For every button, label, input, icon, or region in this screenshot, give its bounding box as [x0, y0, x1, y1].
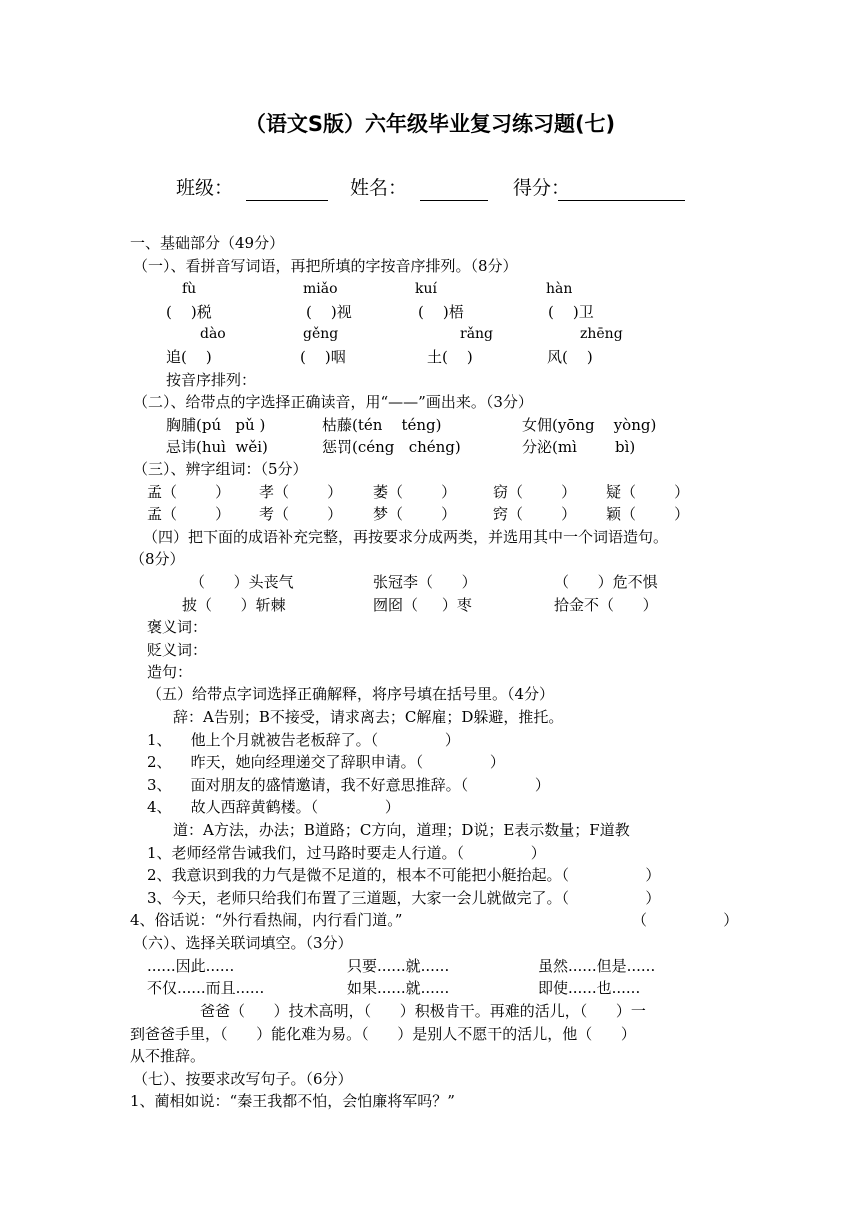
q1-word: 土( ) — [427, 348, 473, 366]
q1-pinyin: miǎo — [303, 281, 338, 297]
q4-title: （四）把下面的成语补充完整，再按要求分成两类，并选用其中一个词语造句。 — [143, 528, 669, 546]
q3-item: 梦（ ） — [373, 505, 457, 523]
q6-paragraph: 爸爸（ ）技术高明，（ ）积极肯干。再难的活儿，（ ）一 — [200, 1002, 646, 1020]
q2-item: 枯藤(tén téng) — [322, 416, 442, 434]
q6-title: （六）、选择关联词填空。（3分） — [133, 934, 353, 952]
class-blank[interactable] — [246, 200, 328, 201]
q4-title-cont: （8分） — [130, 550, 185, 568]
q6-option: 如果......就...... — [347, 979, 450, 997]
q3-item: 窃（ ） — [493, 483, 577, 501]
q1-pinyin: rǎng — [460, 326, 494, 342]
q4-idiom: 张冠李（ ） — [373, 573, 477, 591]
q5-ci-item: 1、 他上个月就被告老板辞了。（ ） — [147, 731, 460, 749]
q2-title: （二）、给带点的字选择正确读音，用“——”画出来。（3分） — [133, 393, 533, 411]
q5-dao-item: 2、我意识到我的力气是微不足道的，根本不可能把小艇抬起。（ ） — [147, 866, 661, 884]
q5-dao-item: 1、老师经常告诫我们，过马路时要走人行道。（ ） — [147, 844, 546, 862]
q1-word: ( )视 — [306, 303, 352, 321]
q2-item: 胸脯(pú pǔ ) — [166, 416, 266, 434]
q5-dao-item: 3、今天，老师只给我们布置了三道题，大家一会儿就做完了。（ ） — [147, 889, 661, 907]
q4-idiom: 囫囵（ ）枣 — [373, 596, 472, 614]
q1-title: （一）、看拼音写词语，再把所填的字按音序排列。（8分） — [133, 257, 518, 275]
q7-title: （七）、按要求改写句子。（6分） — [133, 1070, 353, 1088]
q5-title: （五）给带点字词选择正确解释，将序号填在括号里。（4分） — [147, 685, 555, 703]
q1-pinyin: kuí — [415, 281, 437, 297]
q2-item: 惩罚(céng chéng) — [322, 438, 461, 456]
q3-item: 萎（ ） — [373, 483, 457, 501]
q4-idiom: （ ）危不惧 — [554, 573, 658, 591]
q6-option: 即使......也...... — [538, 979, 641, 997]
q5-ci-item: 3、 面对朋友的盛情邀请，我不好意思推辞。（ ） — [147, 776, 550, 794]
q4-derog-label: 贬义词： — [147, 641, 208, 659]
q1-pinyin: hàn — [546, 281, 573, 297]
q3-item: 孟（ ） — [147, 483, 231, 501]
q1-word: ( )梧 — [418, 303, 464, 321]
q1-pinyin: zhēng — [580, 326, 623, 342]
q3-item: 孝（ ） — [259, 483, 343, 501]
q5-dao-def: 道：A方法，办法；B道路；C方向，道理；D说；E表示数量；F道教 — [173, 821, 630, 839]
q1-word: ( )税 — [166, 303, 212, 321]
q1-pinyin: fù — [182, 281, 197, 297]
page-title: （语文S版）六年级毕业复习练习题(七) — [244, 112, 616, 136]
q5-dao-item-blank: （ ） — [632, 911, 739, 929]
name-blank[interactable] — [420, 200, 488, 201]
q4-idiom: 拾金不（ ） — [554, 596, 658, 614]
q6-paragraph: 到爸爸手里，（ ）能化难为易。（ ）是别人不愿干的活儿，他（ ） — [130, 1025, 636, 1043]
q4-idiom: 披（ ）斩棘 — [182, 596, 286, 614]
score-label: 得分： — [513, 177, 571, 199]
class-label: 班级： — [176, 177, 234, 199]
q6-option: 只要......就...... — [347, 957, 450, 975]
q3-item: 窍（ ） — [493, 505, 577, 523]
q1-word: 追( ) — [166, 348, 212, 366]
q4-praise-label: 褒义词： — [147, 618, 208, 636]
q3-item: 疑（ ） — [606, 483, 690, 501]
q6-option: 不仅......而且...... — [147, 979, 265, 997]
q3-item: 颖（ ） — [606, 505, 690, 523]
q1-order-label: 按音序排列： — [166, 371, 257, 389]
section-heading: 一、基础部分（49分） — [130, 234, 285, 252]
q6-paragraph: 从不推辞。 — [130, 1047, 206, 1065]
q6-option: 虽然......但是...... — [538, 957, 656, 975]
q1-pinyin: dào — [200, 326, 226, 342]
q3-title: （三）、辨字组词：（5分） — [133, 460, 308, 478]
q4-idiom: （ ）头丧气 — [190, 573, 294, 591]
q5-ci-item: 2、 昨天，她向经理递交了辞职申请。（ ） — [147, 753, 505, 771]
q6-option: ......因此...... — [147, 957, 235, 975]
q4-sentence-label: 造句： — [147, 663, 193, 681]
q7-item: 1、蔺相如说：“秦王我都不怕，会怕廉将军吗？” — [130, 1092, 455, 1110]
q3-item: 孟（ ） — [147, 505, 231, 523]
q1-word: 风( ) — [547, 348, 593, 366]
q1-word: ( )咽 — [300, 348, 346, 366]
score-blank[interactable] — [558, 200, 685, 201]
q5-dao-item: 4、俗话说：“外行看热闹，内行看门道。” — [130, 911, 403, 929]
name-label: 姓名： — [350, 177, 408, 199]
q5-ci-def: 辞：A告别；B不接受，请求离去；C解雇；D躲避，推托。 — [173, 708, 564, 726]
q2-item: 忌讳(huì wěi) — [166, 438, 268, 456]
q5-ci-item: 4、 故人西辞黄鹤楼。（ ） — [147, 798, 400, 816]
q1-word: ( )卫 — [548, 303, 594, 321]
q2-item: 女佣(yōng yòng) — [522, 416, 657, 434]
q1-pinyin: gěng — [303, 326, 339, 342]
q3-item: 考（ ） — [259, 505, 343, 523]
q2-item: 分泌(mì bì) — [522, 438, 636, 456]
